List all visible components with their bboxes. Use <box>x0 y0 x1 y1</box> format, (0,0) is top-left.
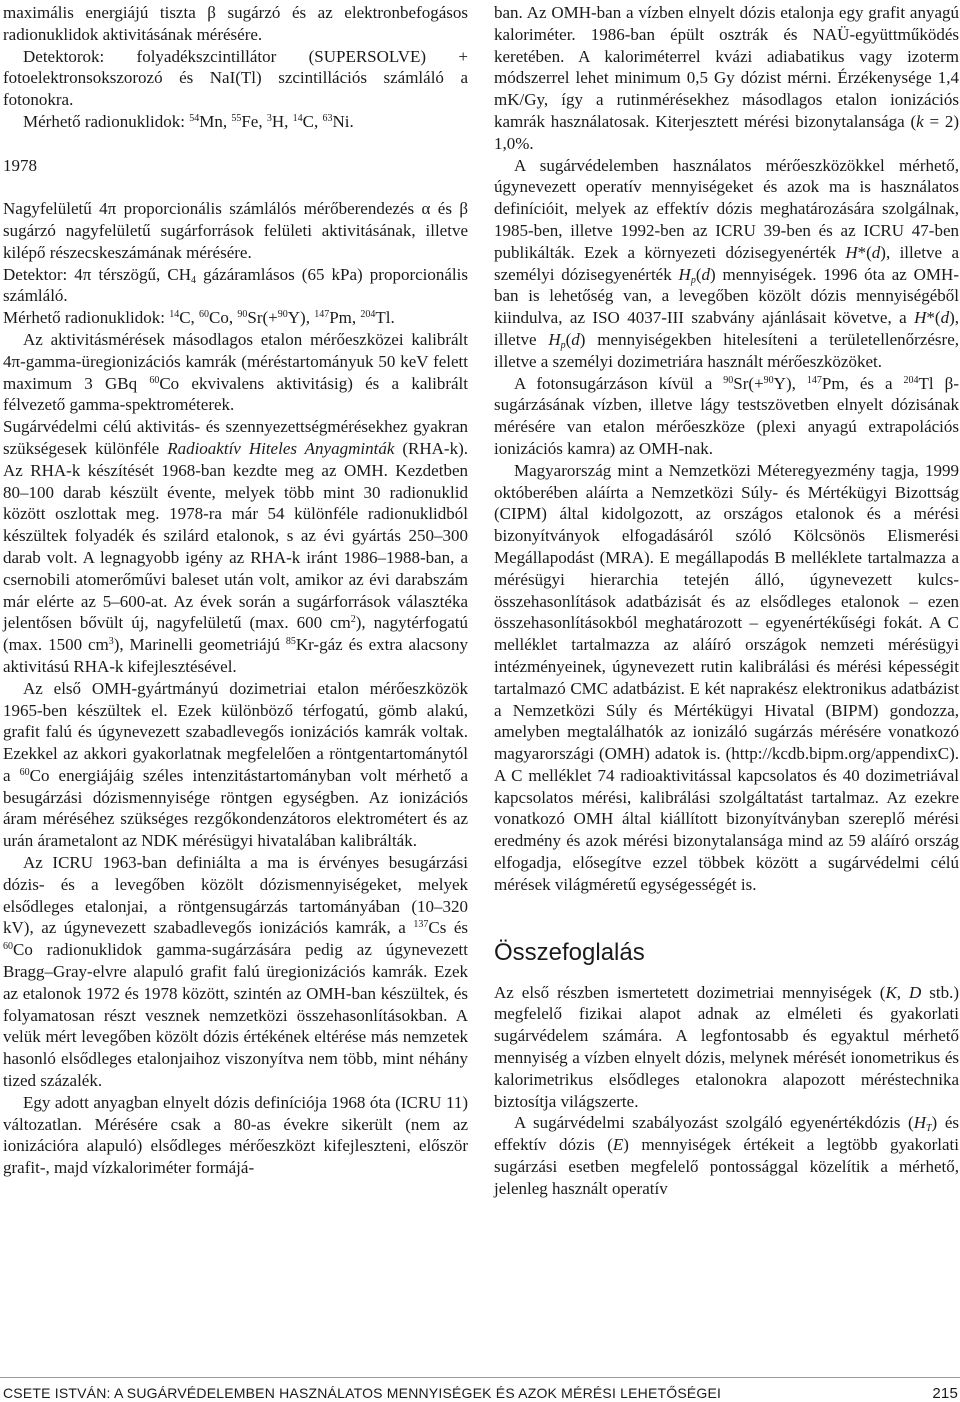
blank-line <box>3 133 468 155</box>
page-number: 215 <box>932 1385 958 1402</box>
paragraph: Detektor: 4π térszögű, $CH_4$ gázáramlásos (65 kPa) proporcionális számláló. <box>3 264 468 306</box>
right-column <box>494 2 959 1200</box>
paragraph: Magyarország mint a Nemzetközi Méteregyezmény tagja, 1999 októberében aláírta a Nemzetközi Súly- és Mértékügyi Bizottság (CIPM) által kidolgozott, az országos etalonok és a mérési bizonyítványok elfogadásáról szóló Kölcsönös Elismerési Megállapodást (MRA). E megállapodás B melléklete tartalmazza a mérésügyi hierarchia tetején álló, úgynevezett kulcs-összehasonlítások adatbázisát és az elsődleges etalonok – ezen összehasonlításokból meghatározott – egyenértékűségi fokát. A C melléklet tartalmazza az aláíró országok nemzeti mérésügyi intézményeinek, úgynevezett rutin kalibrálási és mérési képességit tartalmazó CMC adatbázist. E két naprakész elektronikus adatbázist a Nemzetközi Súly és Mértékügyi Hivatal (BIPM) gondozza, amelyben megtalálhatók az ionizáló sugárzás mérésére vonatkozó magyarországi (OMH) adatok is. (http://kcdb.bipm.org/appendixC). A C melléklet 74 radioaktivitással kapcsolatos és 40 dozimetriával kapcsolatos mérési, kalibrálási szolgáltatást tartalmaz. Az ezekre vonatkozó OMH által kiállított bizonyítványban szereplő mérési eredmény és azok mérési bizonytalansága mind az 59 aláíró ország elfogadja, elősegítve ezzel többek között a sugárvédelmi célú mérések világméretű egységességét is. <box>494 460 959 894</box>
paragraph: maximális energiájú tiszta β sugárzó és az elektronbefogásos radionuklidok aktivitásának mérésére. <box>3 3 468 44</box>
left-column <box>3 2 468 1179</box>
footer-rule <box>0 1377 960 1378</box>
year-heading: 1978 <box>3 155 37 175</box>
paragraph: ban. Az OMH-ban a vízben elnyelt dózis etalonja egy grafit anyagú kaloriméter. 1986-ban épült osztrák és NAÜ-együttműködés keretében. A kaloriméterrel kvázi adiabatikus vagy izoterm módszerrel lehet minimum 0,5 Gy dózist mérni. Érzékenysége 1,4 mK/Gy, így a rutinmérésekhez másodlagos etalon ionizációs kamrák használatosak. Kiterjesztett mérési bizonytalansága (k = 2) 1,0%. <box>494 3 959 153</box>
paragraph: Az első részben ismertetett dozimetriai mennyiségek (K, D stb.) megfelelő fizikai alapot adnak az elméleti és gyakorlati sugárvédelem számára. A legfontosabb és egyaktul mérhető mennyiség a vízben elnyelt dózis, melynek mérését ionometrikus és kalorimetrikus elsődleges etalonokra alapozott méréstechnika biztosítja világszerte. <box>494 982 959 1111</box>
blank-line <box>494 896 959 926</box>
paragraph: Az aktivitásmérések másodlagos etalon mérőeszközei kalibrált 4π-gamma-üregionizációs kamrák (méréstartományuk 50 keV felett maximum 3 GBq $^{60}$Co ekvivalens aktivitásig) és a kalibrált félvezető gamma-spektrométerek. <box>3 329 468 415</box>
page-footer <box>3 1385 958 1401</box>
paragraph: A sugárvédelmi szabályozást szolgáló egyenértékdózis $(H_T)$ és effektív dózis (E) mennyiségek értékeit a legtöbb gyakorlati sugárzási esetben megfelelő pontossággal közelítik a mérhető, jelenleg használt operatív <box>494 1113 959 1198</box>
section-heading: Összefoglalás <box>494 938 645 966</box>
paragraph: Az első OMH-gyártmányú dozimetriai etalon mérőeszközök 1965-ben készültek el. Ezek különböző térfogatú, gömb alakú, grafit falú és úgynevezett szabadlevegős ionizációs kamrák voltak. Ezekkel az akkori gyakorlatnak megfelelően a röntgentartománytól a $^{60}$Co energiájáig széles intenzitástartományban volt mérhető a besugárzási dózismennyisége röntgen egységben. Az ionizációs áram méréséhez szükséges rezgőkondenzátoros elektrométert és az urán árametalont az NDK mérésügyi hivatalában kalibrálták. <box>3 678 469 851</box>
paragraph: Sugárvédelmi célú aktivitás- és szennyezettségmérésekhez gyakran szükségesek különféle Radioaktív Hiteles Anyagminták (RHA-k). Az RHA-k készítését 1968-ban kezdte meg az OMH. Kezdetben 80–100 darab készült évente, melyek több mint 30 radionuklid között oszlottak meg. 1978-ra már 54 különféle radionuklidból készültek folyadék és szilárd etalonok, s az évi gyártás 250–300 darab volt. A legnagyobb igény az RHA-k iránt 1986–1988-ban, a csernobili atomerőművi baleset után volt, amikor az évi darabszám már elérte az 5–600-at. Az évek során a sugárforrások választéka jelentősen bővült új, nagyfelületű (max. 600 $cm^2$), nagytérfogatú (max. 1500 $cm^3$), Marinelli geometriájú $^{85}$Kr-gáz és extra alacsony aktivitású RHA-k kifejlesztésével. <box>3 417 468 676</box>
blank-line <box>3 176 468 198</box>
paragraph: Mérhető radionuklidok: $^{14}$C, $^{60}$Co, $^{90}$Sr(+$^{90}$Y), $^{147}$Pm, $^{204}$Tl. <box>3 308 395 328</box>
paragraph: Egy adott anyagban elnyelt dózis definíciója 1968 óta (ICRU 11) változatlan. Mérésére csak a 80-as évekre sikerült (nem az ionizációra alapuló) elsődleges mérőeszközt kifejleszteni, először grafit-, majd vízkaloriméter formájá- <box>3 1092 468 1178</box>
paragraph: Detektorok: folyadékszcintillátor (SUPERSOLVE) + fotoelektronsokszorozó és NaI(Tl) szcintillációs számláló a fotonokra. <box>3 46 468 110</box>
paragraph: Az ICRU 1963-ban definiálta a ma is érvényes besugárzási dózis- és a levegőben közölt dózismennyiségeket, melyek elsődleges etalonjai, a röntgensugárzás tartományában (10–320 kV), az úgynevezett szabadlevegős ionizációs kamrák, a $^{137}$Cs és $^{60}$Co radionuklidok gamma-sugárzására pedig az úgynevezett Bragg–Gray-elvre alapuló grafit falú üregionizációs kamrák. Ezek az etalonok 1972 és 1978 között, szintén az OMH-ban készültek, és folyamatosan részt vesznek nemzetközi összehasonlításokban. A velük mért levegőben közölt dózis értékének eltérése más nemzetek hasonló elsődleges etalonjaihoz viszonyítva nem több, mint néhány tized százalék. <box>3 853 469 1091</box>
paragraph: A fotonsugárzáson kívül a $^{90}$Sr(+$^{90}$Y), $^{147}$Pm, és a $^{204}$Tl β-sugárzásának vízben, illetve lágy testszövetben elnyelt dózisának mérésére van etalon mérőeszköze (plexi anyagú extrapolációs ionizációs kamra) az OMH-nak. <box>494 373 959 458</box>
paragraph: Mérhető radionuklidok: $^{54}$Mn, $^{55}$Fe, $^3$H, $^{14}$C, $^{63}$Ni. <box>23 111 354 131</box>
paragraph: A sugárvédelemben használatos mérőeszközökkel mérhető, úgynevezett operatív mennyiségeket és azok ma is használatos definícióit, melyek az effektív dózis meghatározására szolgálnak, 1985-ben, illetve 1992-ben az ICRU 39-ben és az ICRU 47-ben publikálták. Ezek a környezeti dózisegyenérték H*(d), illetve a személyi dózisegyenérték $H_p(d)$ mennyiségek. 1996 óta az OMH-ban is lehetőség van, a levegőben közölt dózis mennyiségéből kiindulva, az ISO 4037-III szabvány ajánlásait követve, a H*(d), illetve $H_p(d)$ mennyiségekben hitelesíteni a területellenőrzésre, illetve a személyi dozimetriára használt mérőeszközöket. <box>494 155 960 371</box>
paragraph: Nagyfelületű 4π proporcionális számlálós mérőberendezés α és β sugárzó nagyfelületű sugárforrások felületi aktivitásának, illetve kilépő részecskeszámának mérésére. <box>3 199 468 262</box>
running-title: CSETE ISTVÁN: A SUGÁRVÉDELEMBEN HASZNÁLATOS MENNYISÉGEK ÉS AZOK MÉRÉSI LEHETŐSÉGEI <box>3 1385 722 1401</box>
